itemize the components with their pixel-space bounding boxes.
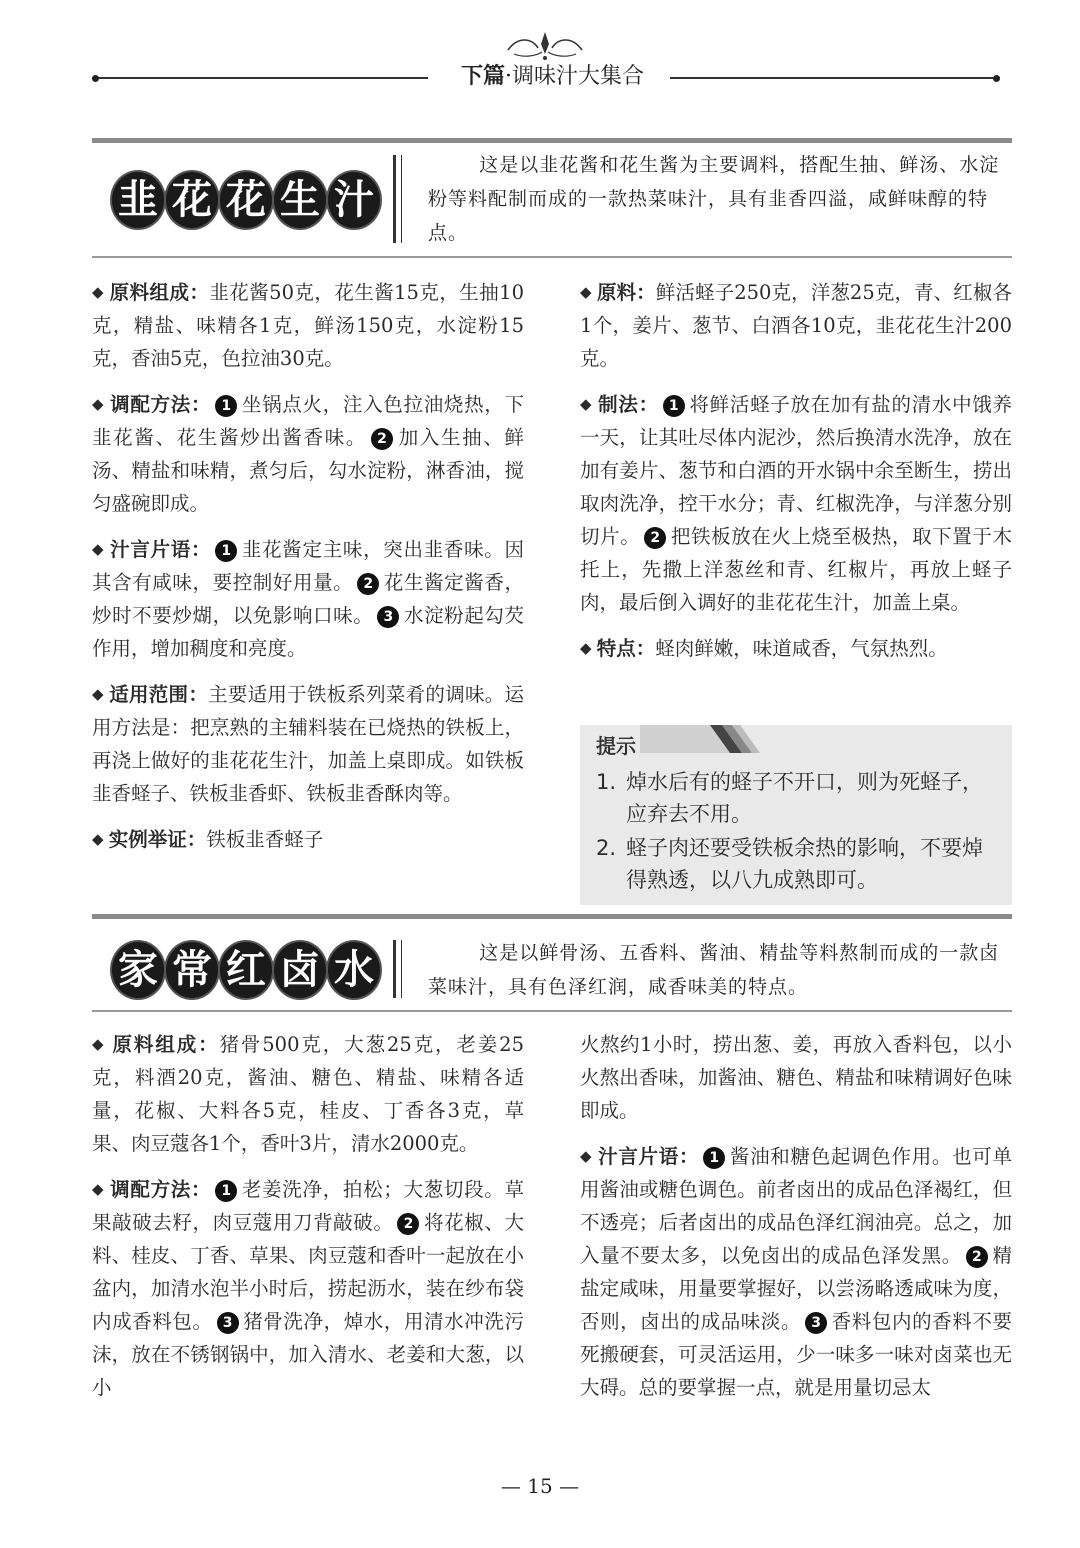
- page-number: — 15 —: [500, 1474, 580, 1498]
- title-divider-thin: [401, 940, 402, 998]
- title-char: 花: [220, 172, 272, 228]
- header-rule-left: [92, 77, 428, 79]
- title-divider-thin: [401, 155, 402, 243]
- section-label: ◆ 原料组成：: [92, 1033, 219, 1056]
- section-band-top: [92, 138, 1012, 143]
- step-number: 2: [357, 573, 379, 595]
- title-divider: [393, 940, 396, 998]
- title-char: 卤: [274, 942, 326, 998]
- step-text: 精盐定咸味，用量要掌握好，以尝汤略透咸味为度，否则，卤出的成品味淡。: [580, 1244, 1012, 1333]
- recipe1-intro: 这是以韭花酱和花生酱为主要调料，搭配生抽、鲜汤、水淀粉等料配制而成的一款热菜味汁，具有韭香四溢，咸鲜味醇的特点。: [428, 154, 1000, 244]
- step-text: 将花椒、大料、桂皮、丁香、草果、肉豆蔻和香叶一起放在小盆内，加清水泡半小时后，捞起沥水，装在纱布袋内成香料包。: [92, 1211, 524, 1333]
- tip-label: 提示: [596, 734, 636, 758]
- title-char: 家: [112, 942, 164, 998]
- usage-paragraph: [92, 678, 524, 810]
- header-rule-right: [670, 77, 1000, 79]
- title-char: 生: [274, 172, 326, 228]
- notes-paragraph: [580, 1140, 1012, 1404]
- recipe1-left-column: [92, 276, 524, 869]
- step-text: 加入生抽、鲜汤、精盐和味精，煮匀后，勾水淀粉，淋香油，搅匀盛碗即成。: [92, 426, 524, 515]
- tip-text: 蛏子肉还要受铁板余热的影响，不要焯得熟透，以八九成熟即可。: [626, 836, 983, 892]
- notes-paragraph: [92, 533, 524, 665]
- paragraph-text: 主要适用于铁板系列菜肴的调味。运用方法是：把烹熟的主辅料装在已烧热的铁板上，再浇上做好的韭花花生汁，加盖上桌即成。如铁板韭香蛏子、铁板韭香虾、铁板韭香酥肉等。: [92, 683, 524, 805]
- paragraph-text: 铁板韭香蛏子: [206, 828, 324, 851]
- recipe2-right-column: [580, 1028, 1012, 1417]
- section-label: ◆ 适用范围：: [92, 683, 208, 706]
- step-number: 1: [215, 395, 237, 417]
- step-number: 1: [215, 540, 237, 562]
- title-char: 韭: [112, 172, 164, 228]
- section-label: ◆ 制法：: [580, 393, 659, 416]
- tip-number: 2.: [596, 836, 617, 860]
- header-part: 下篇: [460, 63, 505, 89]
- paragraph-text: 鲜活蛏子250克，洋葱25克，青、红椒各1个，姜片、葱节、白酒各10克，韭花花生汁200克。: [580, 281, 1012, 370]
- step-text: 老姜洗净，拍松；大葱切段。草果敲破去籽，肉豆蔻用刀背敲破。: [92, 1178, 524, 1234]
- step-number: 2: [397, 1213, 419, 1235]
- header-ornament: [500, 28, 590, 62]
- title-char: 汁: [328, 172, 380, 228]
- step-number: 2: [644, 527, 666, 549]
- step-text: 花生酱定酱香，炒时不要炒煳，以免影响口味。: [92, 571, 524, 627]
- section-label: ◆ 特点：: [580, 637, 655, 660]
- procedure-paragraph: [580, 388, 1012, 619]
- step-number: 1: [703, 1147, 725, 1169]
- recipe2-left-column: [92, 1028, 524, 1417]
- header-title-text: 调味汁大集合: [512, 64, 645, 89]
- paragraph-text: 猪骨500克，大葱25克，老姜25克，料酒20克，酱油、糖色、精盐、味精各适量，花椒、大料各5克，桂皮、丁香各3克，草果、肉豆蔻各1个，香叶3片，清水2000克。: [92, 1033, 524, 1155]
- tip-stripe-decoration: [640, 725, 760, 753]
- section-label: ◆ 汁言片语：: [92, 538, 211, 561]
- step-number: 1: [215, 1180, 237, 1202]
- materials-paragraph: [580, 276, 1012, 375]
- title-char: 水: [328, 942, 380, 998]
- features-paragraph: [580, 632, 1012, 665]
- step-text: 酱油和糖色起调色作用。也可单用酱油或糖色调色。前者卤出的成品色泽褐红，但不透亮；后者卤出的成品色泽红润油亮。总之，加入量不要太多，以免卤出的成品色泽发黑。: [580, 1145, 1012, 1267]
- step-text: 猪骨洗净，焯水，用清水冲洗污沫，放在不锈钢锅中，加入清水、老姜和大葱，以小: [92, 1310, 524, 1399]
- section-label: ◆ 调配方法：: [92, 393, 211, 416]
- paragraph-text: 韭花酱50克，花生酱15克，生抽10克，精盐、味精各1克，鲜汤150克，水淀粉15克，香油5克，色拉油30克。: [92, 281, 524, 370]
- step-text: 把铁板放在火上烧至极热，取下置于木托上，先撒上洋葱丝和青、红椒片，再放上蛏子肉，最后倒入调好的韭花花生汁，加盖上桌。: [580, 525, 1012, 614]
- method-continuation: 火熬约1小时，捞出葱、姜，再放入香料包，以小火熬出香味，加酱油、糖色、精盐和味精调好色味即成。: [580, 1033, 1012, 1122]
- paragraph-text: 蛏肉鲜嫩，味道咸香，气氛热烈。: [655, 637, 948, 660]
- recipe1-title: [112, 172, 380, 228]
- tip-item: [596, 766, 1006, 830]
- section-label: ◆ 实例举证：: [92, 828, 206, 851]
- tip-item: [596, 832, 1006, 896]
- section-band-bottom: [92, 256, 1012, 258]
- method-paragraph: [92, 1173, 524, 1404]
- step-number: 3: [377, 606, 399, 628]
- title-char: 红: [220, 942, 272, 998]
- tip-number: 1.: [596, 770, 617, 794]
- step-text: 韭花酱定主味，突出韭香味。因其含有咸味，要控制好用量。: [92, 538, 524, 594]
- step-number: 3: [805, 1312, 827, 1334]
- title-char: 花: [166, 172, 218, 228]
- step-number: 1: [663, 395, 685, 417]
- header-separator: ·: [505, 64, 512, 89]
- chapter-header: [445, 60, 660, 93]
- section-label: ◆ 原料：: [580, 281, 656, 304]
- step-text: 水淀粉起勾芡作用，增加稠度和亮度。: [92, 604, 524, 660]
- recipe1-right-column: [580, 276, 1012, 678]
- step-number: 2: [371, 428, 393, 450]
- step-text: 将鲜活蛏子放在加有盐的清水中饿养一天，让其吐尽体内泥沙，然后换清水洗净，放在加有姜片、葱节和白酒的开水锅中余至断生，捞出取肉洗净，控干水分；青、红椒洗净，与洋葱分别切片。: [580, 393, 1012, 548]
- section-label: ◆ 调配方法：: [92, 1178, 211, 1201]
- section-band-top: [92, 914, 1012, 919]
- method-paragraph: [92, 388, 524, 520]
- recipe2-intro: 这是以鲜骨汤、五香料、酱油、精盐等料熬制而成的一款卤菜味汁，具有色泽红润，咸香味美的特点。: [428, 942, 1000, 998]
- step-number: 3: [217, 1312, 239, 1334]
- section-label: ◆ 汁言片语：: [580, 1145, 699, 1168]
- example-paragraph: [92, 823, 524, 856]
- section-band-bottom: [92, 1010, 1012, 1012]
- ingredients-paragraph: [92, 1028, 524, 1160]
- step-text: 坐锅点火，注入色拉油烧热，下韭花酱、花生酱炒出酱香味。: [92, 393, 524, 449]
- ingredients-paragraph: [92, 276, 524, 375]
- step-text: 香料包内的香料不要死搬硬套，可灵活运用，少一味多一味对卤菜也无大碍。总的要掌握一点，就是用量切忌太: [580, 1310, 1012, 1399]
- tip-text: 焯水后有的蛏子不开口，则为死蛏子，应弃去不用。: [626, 770, 983, 826]
- title-char: 常: [166, 942, 218, 998]
- recipe2-title: [112, 942, 380, 998]
- step-number: 2: [966, 1246, 988, 1268]
- section-label: ◆ 原料组成：: [92, 281, 209, 304]
- title-divider: [393, 155, 396, 243]
